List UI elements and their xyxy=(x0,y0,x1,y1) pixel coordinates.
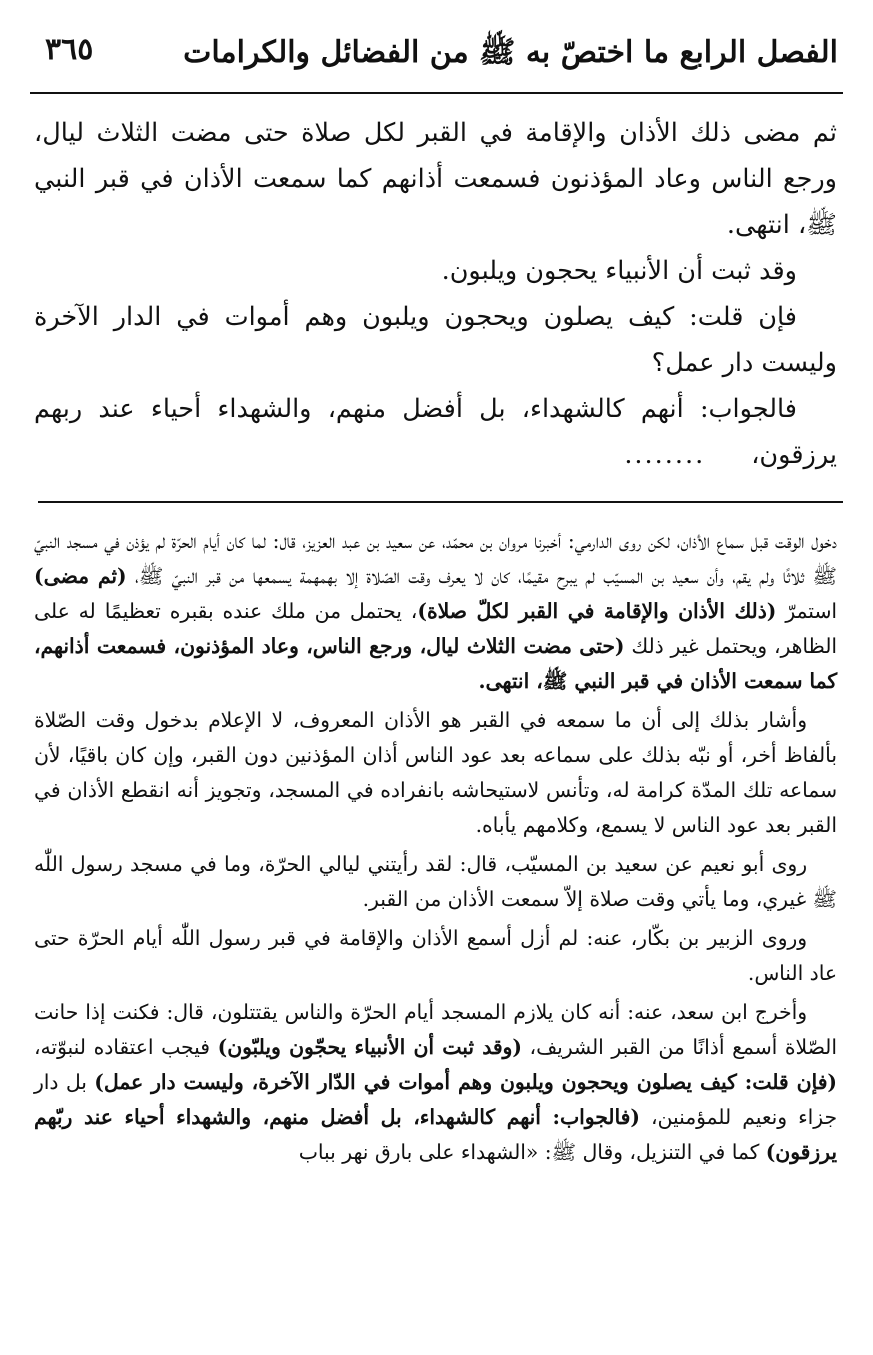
commentary-paragraph-2: وأشار بذلك إلى أن ما سمعه في القبر هو الأذان المعروف، لا الإعلام بدخول وقت الصّلاة بألفاظ أخر، أو نبّه بذلك على سماعه بعد عود الناس أذان المؤذنين دون القبر، وإن كان باقيًا، لأن سماعه تلك المدّة كرامة له، وتأنس لاستيحاشه بانفراده في المسجد، وتجويز أنه انقطع الأذان في القبر بعد عود الناس لا يسمع، وكلامهم يأباه. xyxy=(34,708,837,837)
commentary-paragraph-3: روى أبو نعيم عن سعيد بن المسيّب، قال: لقد رأيتني ليالي الحرّة، وما في مسجد رسول اللّٰه ﷺ غيري، وما يأتي وقت صلاة إلاّ سمعت الأذان من القبر. xyxy=(34,852,837,911)
commentary-segment: كما في التنزيل، وقال ﷺ: «الشهداء على بارق نهر بباب xyxy=(298,1140,766,1164)
commentary-segment: وأخرج ابن سعد، عنه: أنه كان يلازم المسجد أيام الحرّة والناس يقتتلون، قال: فكنت إذا حانت الصّلاة أسمع أذانًا من القبر الشريف، xyxy=(34,1000,837,1059)
running-title: الفصل الرابع ما اختصّ به ﷺ من الفضائل والكرامات xyxy=(183,35,838,70)
page-number: ٣٦٥ xyxy=(45,32,94,67)
main-paragraph-3: فإن قلت: كيف يصلون ويحجون ويلبون وهم أموات في الدار الآخرة وليست دار عمل؟ xyxy=(34,302,837,378)
commentary-quote: (فإن قلت: كيف يصلون ويحجون ويلبون وهم أموات في الدّار الآخرة، وليست دار عمل) xyxy=(94,1070,837,1094)
commentary-quote: (فالجواب: أنهم كالشهداء، بل أفضل منهم، والشهداء أحياء عند ربّهم يرزقون) xyxy=(34,1105,837,1164)
main-text xyxy=(34,110,837,478)
page-header xyxy=(30,30,843,94)
footnote-separator xyxy=(38,501,843,503)
commentary-paragraph-1 xyxy=(34,524,837,699)
main-paragraph-4-text: فالجواب: أنهم كالشهداء، بل أفضل منهم، والشهداء أحياء عند ربهم يرزقون، xyxy=(34,394,837,470)
commentary-quote: (وقد ثبت أن الأنبياء يحجّون ويلبّون) xyxy=(217,1035,522,1059)
main-paragraph-2: وقد ثبت أن الأنبياء يحجون ويلبون. xyxy=(441,256,797,286)
commentary-segment: فيجب اعتقاده لنبوّته، xyxy=(34,1035,218,1059)
commentary-quote: (ثم مضى) xyxy=(34,564,127,588)
commentary-paragraph-5 xyxy=(34,995,837,1170)
commentary-segment: استمرّ xyxy=(776,599,837,623)
main-paragraph-4 xyxy=(34,386,837,478)
commentary-quote: (حتى مضت الثلاث ليال، ورجع الناس، وعاد المؤذنون، فسمعت أذانهم، كما سمعت الأذان في قبر النبي ﷺ، انتهى. xyxy=(34,634,837,693)
commentary-segment: ، يحتمل من ملك عنده بقبره تعظيمًا له على الظاهر، ويحتمل غير ذلك xyxy=(34,599,838,658)
commentary-paragraph-4: وروى الزبير بن بكّار، عنه: لم أزل أسمع الأذان والإقامة في قبر رسول اللّٰه أيام الحرّة حتى عاد الناس. xyxy=(34,926,837,985)
continuation-dots: ........ xyxy=(624,440,706,470)
commentary-footnotes xyxy=(34,524,837,1174)
commentary-segment: بل دار جزاء ونعيم للمؤمنين، xyxy=(34,1070,837,1129)
main-paragraph-1: ثم مضى ذلك الأذان والإقامة في القبر لكل صلاة حتى مضت الثلاث ليال، ورجع الناس وعاد المؤذنون فسمعت أذانهم كما سمعت الأذان في قبر النبي ﷺ، انتهى. xyxy=(34,118,837,240)
commentary-segment: دخول الوقت قبل سماع الأذان، لكن روى الدارمي: أخبرنا مروان بن محمّد، عن سعيد بن عبد العزيز، قال: لما كان أيام الحرّة لم يؤذن في مسجد النبيّ ﷺ ثلاثًا ولم يقم، وأن سعيد بن المسيّب لم يبرح مقيمًا، كان لا يعرف وقت الصّلاة إلا بهمهمة يسمعها من قبر النبيّ ﷺ، xyxy=(34,529,837,588)
commentary-quote: (ذلك الأذان والإقامة في القبر لكلّ صلاة) xyxy=(417,599,777,623)
